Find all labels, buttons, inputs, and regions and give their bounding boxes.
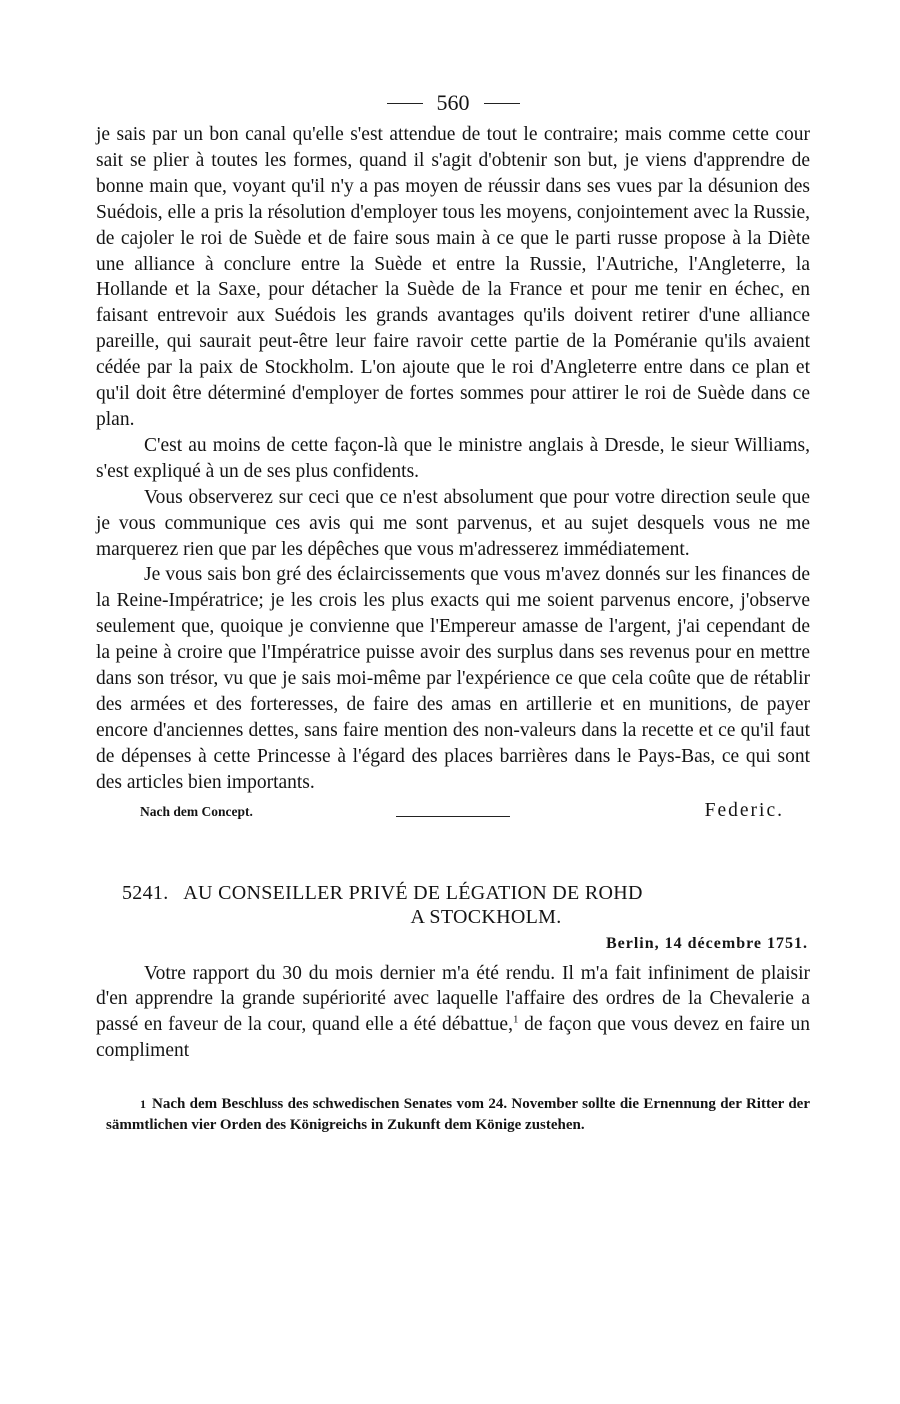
document-page — [96, 86, 810, 1135]
paragraph-4: Je vous sais bon gré des éclaircissements que vous m'avez donnés sur les finances de la Reine-Impératrice; je les crois les plus exacts qui me soient parvenus encore, j'observe seulement que, quoique je convienne que l'Empereur amasse de l'argent, j'ai cependant de la peine à croire que l'Impératrice puisse avoir des surplus dans ses revenus pour en mettre dans son trésor, vu que je sais moi-même par l'expérience ce que cela coûte que de rétablir des armées et des forteresses, de faire des amas en artillerie et en munitions, de payer encore d'anciennes dettes, sans faire mention des non-valeurs dans la recette et ce qu'il faut de dépenses à cette Princesse à l'égard des places barrières dans le Pays-Bas, ce qui sont des articles bien importants. — [96, 564, 810, 793]
header-dash-left — [387, 103, 423, 104]
letter-date: 14 décembre 1751. — [664, 934, 808, 952]
page-header — [96, 86, 810, 120]
header-dash-right — [484, 103, 520, 104]
letter-body — [96, 961, 810, 1065]
footnote-reference: 1 — [512, 1013, 519, 1026]
letter-heading — [96, 881, 810, 929]
place-date — [96, 935, 810, 953]
footnote — [96, 1094, 810, 1135]
letter-paragraph — [96, 961, 810, 1065]
footnote-text: Nach dem Beschluss des schwedischen Senates vom 24. November sollte die Ernennung der Ritter der sämmtlichen vier Orden des Königreichs in Zukunft dem Könige zustehen. — [106, 1096, 810, 1133]
letter-text-before-note: Votre rapport du 30 du mois dernier m'a été rendu. Il m'a fait infiniment de plaisir d'en apprendre la grande supériorité avec laquelle l'affaire des ordres de la Chevalerie a passé en faveur de la cour, quand elle a été débattue, — [96, 962, 810, 1036]
letter-title-line-2: A STOCKHOLM. — [410, 905, 562, 928]
letter-title-line-1: AU CONSEILLER PRIVÉ DE LÉGATION DE ROHD — [183, 881, 643, 904]
footnote-mark: 1 — [140, 1097, 146, 1112]
paragraph-2: C'est au moins de cette façon-là que le ministre anglais à Dresde, le sieur Williams, s'est expliqué à un de ses plus confidents. — [96, 434, 810, 482]
paragraph-3: Vous observerez sur ceci que ce n'est absolument que pour votre direction seule que je vous communique ces avis qui me sont parvenus, et au sujet desquels vous ne me marquerez rien que par les dépêches que vous m'adresserez immédiatement. — [96, 486, 810, 560]
letter-number: 5241. — [122, 881, 169, 904]
main-text — [96, 122, 810, 796]
letter-text-after-note: de façon que vous devez en faire un compliment — [96, 1014, 810, 1062]
signature-row — [96, 800, 810, 822]
paragraph-1: je sais par un bon canal qu'elle s'est attendue de tout le contraire; mais comme cette cour sait se plier à toutes les formes, quand il s'agit d'obtenir son but, je viens d'apprendre de bonne main que, voyant qu'il n'y a pas moyen de réussir dans ses vues par la désunion des Suédois, elle a pris la résolution d'employer tous les moyens, conjointement avec la Russie, de cajoler le roi de Suède et de faire sous main à ce que le parti russe propose à la Diète une alliance à conclure entre la Suède et entre la Russie, l'Autriche, l'Angleterre, la Hollande et la Saxe, pour détacher la Suède de la France et pour me tenir en échec, en faisant entrevoir aux Suédois les grands avantages qu'ils doivent retirer d'une alliance pareille, qui saurait peut-être leur faire ravoir cette partie de la Poméranie qu'ils avaient cédée par la paix de Stockholm. L'on ajoute que le roi d'Angleterre entre dans ce plan et qu'il doit être déterminé d'employer de fortes sommes pour attirer le roi de Suède dans ce plan. — [96, 124, 810, 430]
source-note: Nach dem Concept. — [140, 803, 253, 819]
section-divider — [396, 816, 510, 817]
letter-place: Berlin, — [605, 934, 660, 952]
page-number: 560 — [436, 90, 470, 115]
signature: Federic. — [704, 799, 784, 821]
